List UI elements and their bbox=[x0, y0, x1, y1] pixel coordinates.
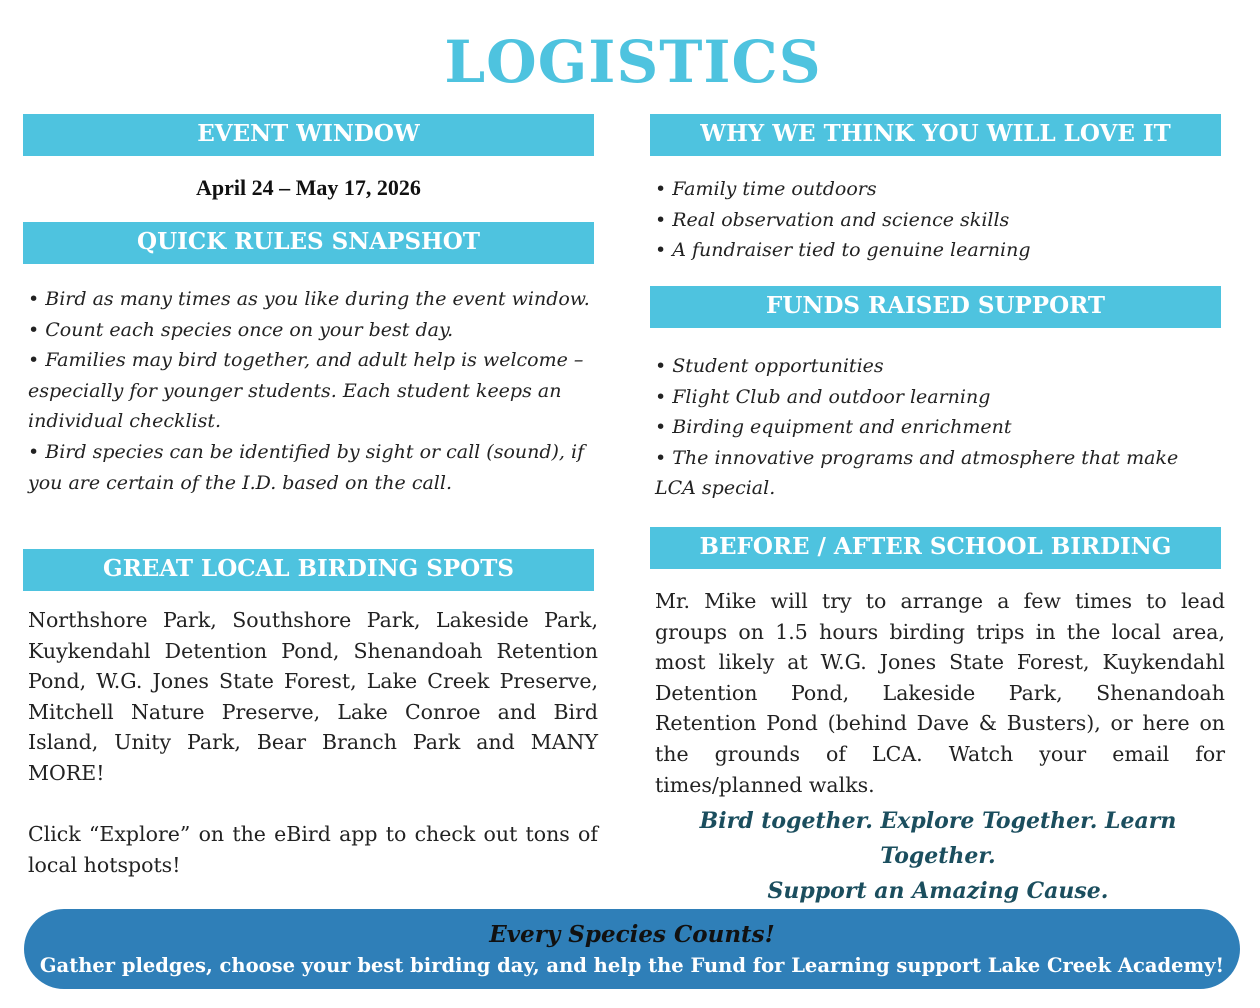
page-title: LOGISTICS bbox=[444, 28, 822, 96]
birding-spots-paragraph: Northshore Park, Southshore Park, Lakeside Park, Kuykendahl Detention Pond, Shenandoah Retention Pond, W.G. Jones State Forest, Lake Creek Preserve, Mitchell Nature Preserve, Lake Conroe and Bird Island, Unity Park, Bear Branch Park and MANY MORE! bbox=[28, 608, 598, 785]
list-item: • Family time outdoors bbox=[655, 178, 877, 200]
list-item: • A fundraiser tied to genuine learning bbox=[655, 239, 1031, 262]
birding-spots-heading: GREAT LOCAL BIRDING SPOTS bbox=[23, 549, 594, 591]
funds-list bbox=[655, 351, 1225, 504]
list-item: • Student opportunities bbox=[655, 355, 884, 377]
tagline-line-1: Bird together. Explore Together. Learn Together. bbox=[699, 808, 1177, 869]
list-item: • Real observation and science skills bbox=[655, 208, 1010, 231]
footer-subtitle: Gather pledges, choose your best birding day, and help the Fund for Learning support Lake Creek Academy! bbox=[39, 954, 1225, 977]
quick-rules-list bbox=[28, 284, 596, 498]
list-item: • Count each species once on your best day. bbox=[28, 318, 454, 341]
list-item: • Bird as many times as you like during the event window. bbox=[28, 288, 590, 310]
tagline bbox=[650, 804, 1226, 909]
love-it-heading: WHY WE THINK YOU WILL LOVE IT bbox=[650, 114, 1221, 156]
event-dates: April 24 – May 17, 2026 bbox=[196, 175, 421, 200]
event-window-heading: EVENT WINDOW bbox=[23, 114, 594, 156]
ebird-explore-paragraph: Click “Explore” on the eBird app to check out tons of local hotspots! bbox=[28, 822, 598, 877]
list-item: • Bird species can be identified by sight or call (sound), if you are certain of the I.D. based on the call. bbox=[28, 440, 585, 494]
quick-rules-heading: QUICK RULES SNAPSHOT bbox=[23, 222, 594, 264]
footer-title: Every Species Counts! bbox=[489, 921, 775, 948]
list-item: • The innovative programs and atmosphere that make LCA special. bbox=[655, 446, 1179, 500]
list-item: • Birding equipment and enrichment bbox=[655, 416, 1012, 439]
funds-heading: FUNDS RAISED SUPPORT bbox=[650, 286, 1221, 328]
school-birding-paragraph: Mr. Mike will try to arrange a few times to lead groups on 1.5 hours birding trips in the local area, most likely at W.G. Jones State Forest, Kuykendahl Detention Pond, Lakeside Park, Shenandoah Retention Pond (behind Dave & Busters), or here on the grounds of LCA. Watch your email for times/planned walks. bbox=[655, 589, 1225, 797]
list-item: • Families may bird together, and adult help is welcome – especially for younger students. Each student keeps an individual checklist. bbox=[28, 349, 584, 433]
tagline-line-2: Support an Amazing Cause. bbox=[767, 878, 1109, 904]
list-item: • Flight Club and outdoor learning bbox=[655, 385, 991, 408]
footer-banner bbox=[24, 909, 1240, 989]
love-it-list bbox=[655, 174, 1225, 266]
school-birding-heading: BEFORE / AFTER SCHOOL BIRDING bbox=[650, 527, 1221, 569]
